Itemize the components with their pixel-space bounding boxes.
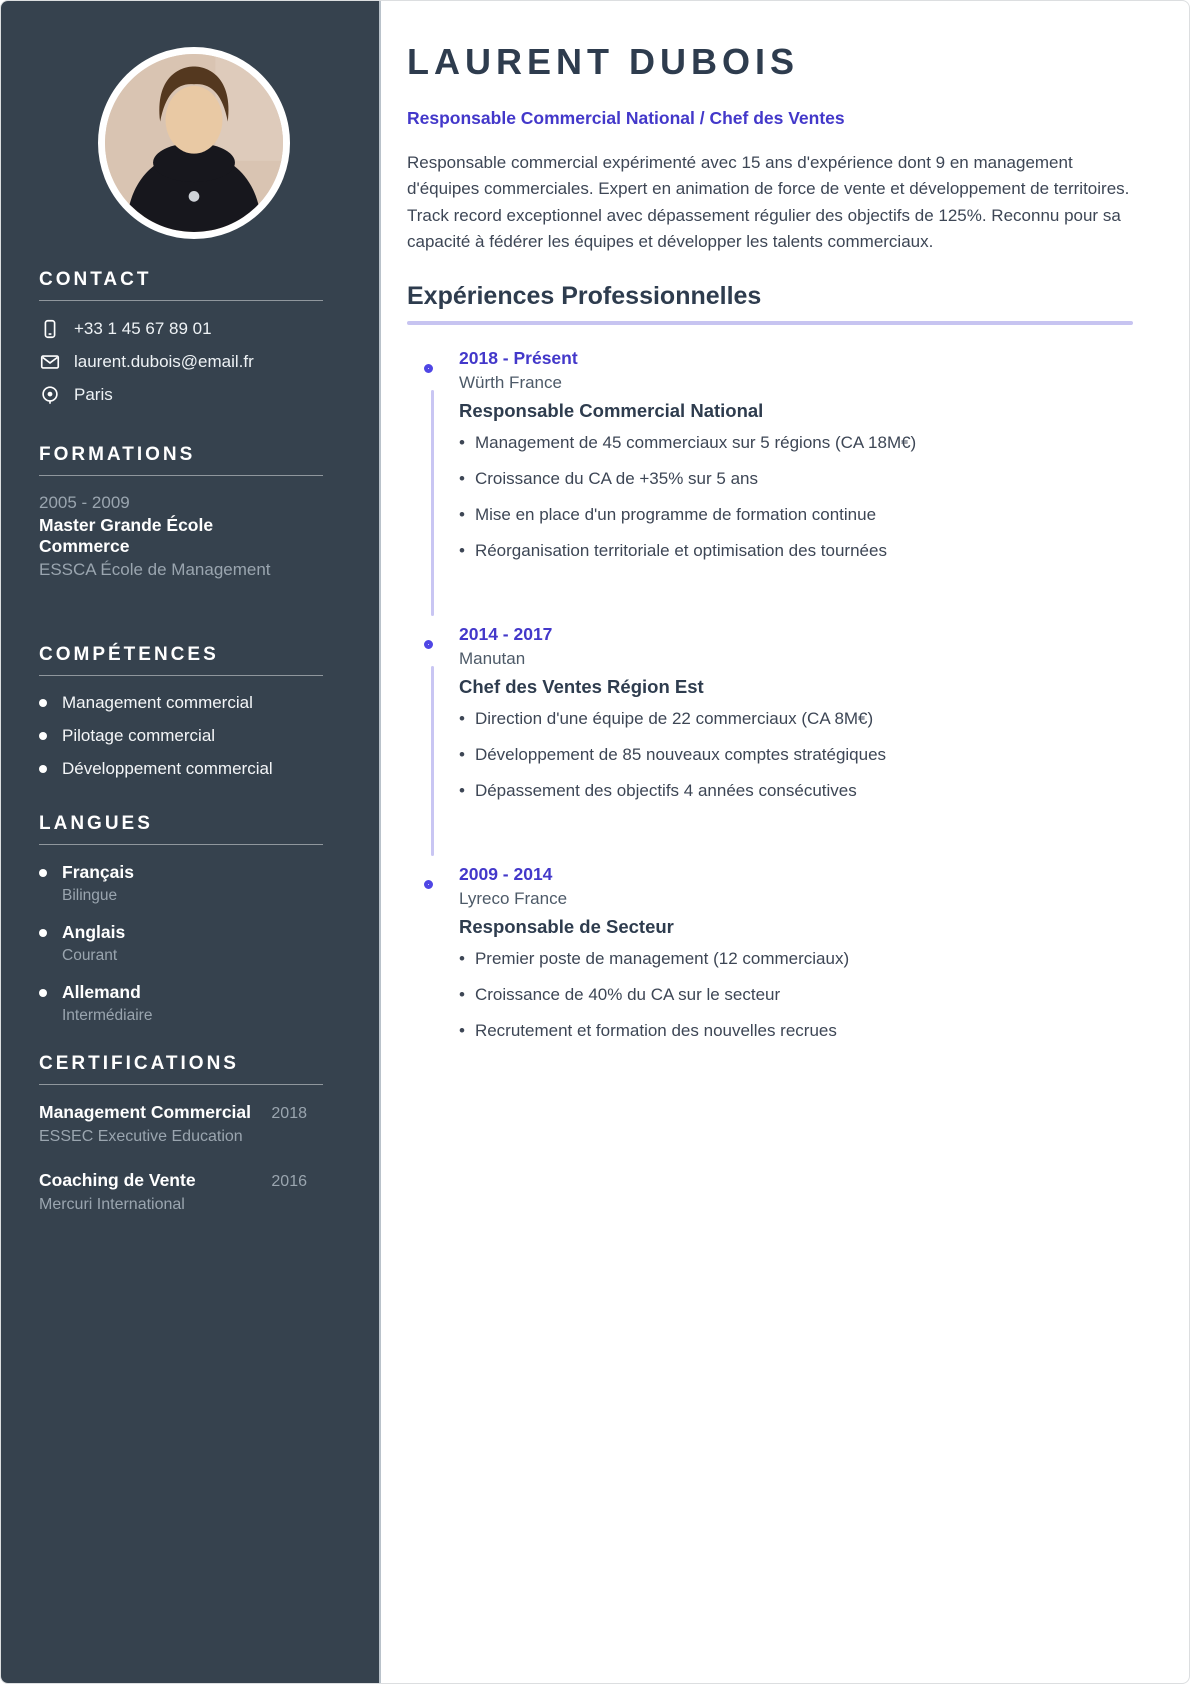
education-period: 2005 - 2009 [39, 493, 130, 512]
education-item [39, 493, 349, 580]
experience-bullet [459, 540, 1133, 563]
certification-name: Coaching de Vente [39, 1169, 196, 1190]
bullet-dot: • [459, 781, 465, 800]
contact-item-phone [39, 318, 349, 340]
language-level: Intermédiaire [62, 1006, 153, 1024]
bullet-text: Recrutement et formation des nouvelles recrues [474, 1020, 837, 1040]
bullet-dot: • [459, 984, 465, 1004]
email-value: laurent.dubois@email.fr [74, 352, 254, 371]
location-icon [39, 384, 61, 406]
email-icon [39, 351, 61, 373]
experience-company: Lyreco France [459, 888, 568, 908]
experience-bullets [459, 708, 1133, 803]
phone-icon [39, 318, 61, 340]
bullet-text: Réorganisation territoriale et optimisation des tournées [474, 541, 887, 561]
certifications-title: CERTIFICATIONS [39, 1052, 239, 1074]
skill-label: Développement commercial [62, 758, 273, 778]
experience-bullet [459, 984, 1133, 1007]
skill-item [39, 726, 349, 746]
certification-year: 2016 [271, 1172, 307, 1190]
timeline-marker-icon [424, 640, 433, 649]
certification-issuer: Mercuri International [39, 1195, 185, 1213]
experience-role: Responsable de Secteur [459, 915, 674, 937]
bullet-dot: • [459, 745, 465, 765]
contact-item-location [39, 384, 349, 406]
bullet-dot: • [459, 541, 465, 561]
job-title: Responsable Commercial National / Chef des Ventes [407, 108, 845, 128]
langues-title: LANGUES [39, 812, 153, 834]
skill-label: Pilotage commercial [62, 725, 216, 745]
experience-bullet [459, 1020, 1133, 1043]
experience-bullet [459, 504, 1133, 527]
person-name: LAURENT DUBOIS [407, 41, 799, 82]
location-value: Paris [74, 385, 113, 404]
experience-bullet [459, 948, 1133, 971]
phone-value: +33 1 45 67 89 01 [74, 319, 212, 338]
bullet-dot [39, 869, 47, 877]
avatar [98, 47, 290, 239]
language-item [39, 922, 349, 965]
language-level: Courant [62, 946, 118, 964]
divider [39, 475, 323, 476]
experience-role: Responsable Commercial National [459, 400, 764, 422]
experience-bullets [459, 432, 1133, 563]
skills-list [39, 693, 349, 779]
bullet-text: Croissance de 40% du CA sur le secteur [474, 984, 781, 1004]
bullet-text: Dépassement des objectifs 4 années consécutives [474, 781, 857, 800]
bullet-dot: • [459, 469, 465, 489]
experience-entry [407, 348, 1133, 624]
experience-bullet [459, 432, 1133, 455]
certification-item [39, 1170, 349, 1214]
formations-section [39, 444, 349, 580]
language-item [39, 982, 349, 1025]
bullet-text: Premier poste de management (12 commerciaux) [474, 948, 850, 968]
experiences-heading: Expériences Professionnelles [407, 282, 762, 311]
bullet-dot [39, 732, 47, 740]
contact-item-email [39, 351, 349, 373]
education-school: ESSCA École de Management [39, 559, 271, 579]
language-level: Bilingue [62, 886, 118, 904]
sidebar [1, 1, 381, 1683]
certification-year: 2018 [271, 1104, 307, 1122]
experience-period: 2018 - Présent [459, 348, 578, 369]
experience-period: 2009 - 2014 [459, 863, 553, 884]
divider [39, 844, 323, 845]
experience-bullet [459, 780, 1133, 803]
langues-section [39, 813, 349, 1025]
competences-section [39, 644, 349, 779]
language-name: Allemand [62, 981, 141, 1002]
contact-section [39, 269, 349, 406]
skill-label: Management commercial [62, 692, 253, 712]
experience-company: Manutan [459, 649, 526, 669]
bullet-dot [39, 929, 47, 937]
main-content [381, 1, 1189, 1683]
experience-bullets [459, 948, 1133, 1043]
experience-company: Würth France [459, 373, 562, 393]
experience-entry [407, 624, 1133, 864]
experience-bullet [459, 708, 1133, 731]
education-degree: Master Grande École Commerce [39, 515, 214, 557]
language-item [39, 862, 349, 905]
contact-title: CONTACT [39, 269, 152, 290]
certification-name: Management Commercial [39, 1101, 252, 1122]
profile-summary: Responsable commercial expérimenté avec 15 ans d'expérience dont 9 en management d'équipes commerciales. Expert en animation de force de vente et développement de territoires. Track record exceptionnel avec dépassement régulier des objectifs de 125%. Reconnu pour sa capacité à fédérer les équipes et développer les talents commerciaux. [407, 153, 1130, 252]
language-name: Français [62, 861, 134, 882]
timeline-marker-icon [424, 880, 433, 889]
skill-item [39, 759, 349, 779]
experience-role: Chef des Ventes Région Est [459, 676, 704, 698]
portrait-illustration [105, 54, 283, 232]
bullet-dot: • [459, 948, 465, 968]
divider [39, 675, 323, 676]
certification-issuer: ESSEC Executive Education [39, 1127, 243, 1145]
competences-title: COMPÉTENCES [39, 643, 219, 665]
timeline-marker-icon [424, 364, 433, 373]
experience-bullet [459, 468, 1133, 491]
bullet-dot: • [459, 505, 465, 525]
experiences-heading-underline [407, 321, 1133, 325]
divider [39, 300, 323, 301]
bullet-dot: • [459, 1020, 465, 1040]
bullet-text: Croissance du CA de +35% sur 5 ans [474, 469, 758, 489]
experience-entry [407, 864, 1133, 1043]
bullet-text: Direction d'une équipe de 22 commerciaux (CA 8M€) [474, 709, 874, 729]
experience-bullet [459, 744, 1133, 767]
bullet-dot: • [459, 433, 465, 453]
formations-title: FORMATIONS [39, 444, 196, 465]
skill-item [39, 693, 349, 713]
certifications-section [39, 1053, 349, 1214]
bullet-dot [39, 989, 47, 997]
divider [39, 1084, 323, 1085]
bullet-text: Développement de 85 nouveaux comptes stratégiques [474, 745, 887, 765]
experiences-timeline [407, 348, 1133, 1042]
experience-period: 2014 - 2017 [459, 624, 553, 645]
bullet-text: Mise en place d'un programme de formation continue [474, 505, 877, 525]
bullet-dot [39, 699, 47, 707]
bullet-dot [39, 765, 47, 773]
language-name: Anglais [62, 921, 126, 942]
bullet-text: Management de 45 commerciaux sur 5 régions (CA 18M€) [474, 433, 917, 453]
certification-item [39, 1102, 349, 1146]
bullet-dot: • [459, 709, 465, 729]
